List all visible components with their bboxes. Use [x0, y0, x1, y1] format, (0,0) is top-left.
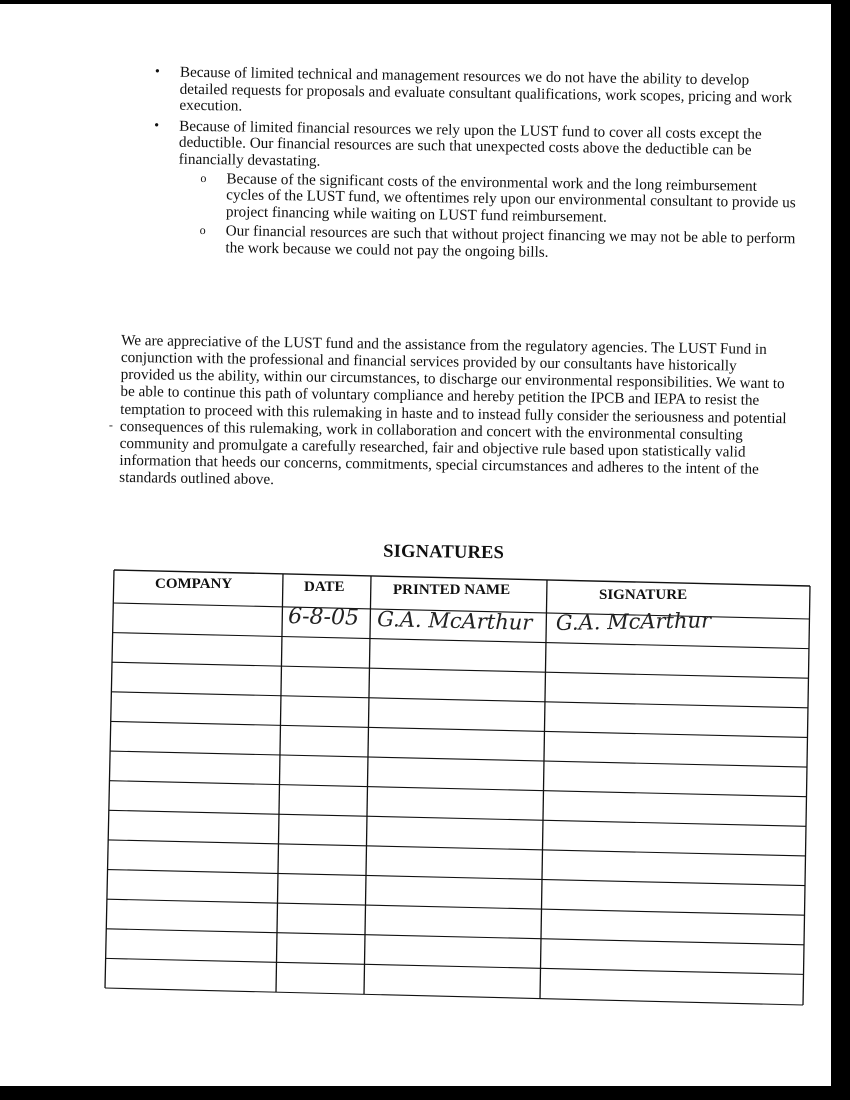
sub-bullet-text: Because of the significant costs of the environmental work and the long reimbursement cycles of the LUST fund, we oftentimes rely upon our environmental consultant to provide us project financing while waiting on LUST fund reimbursement.	[225, 169, 796, 226]
table-line	[105, 570, 114, 988]
signatures-heading: SIGNATURES	[383, 541, 505, 564]
bullet-icon: •	[154, 118, 160, 134]
header-company: COMPANY	[155, 576, 233, 592]
table-line	[106, 929, 804, 945]
table-line	[109, 781, 806, 797]
table-line	[108, 840, 805, 856]
table-grid-lines	[105, 570, 810, 1005]
handwritten-signature: G.A. McArthur	[555, 608, 712, 635]
circle-bullet-icon: o	[199, 223, 206, 238]
table-line	[108, 870, 805, 886]
table-line	[109, 810, 806, 826]
table-line	[112, 662, 808, 678]
handwritten-printed-name: G.A. McArthur	[376, 607, 533, 635]
table-line	[106, 958, 804, 974]
bullet-text: Because of limited technical and management resources we do not have the ability to develop detailed requests for proposals and evaluate consultant qualifications, work scopes, pricing and work execution.	[179, 63, 793, 115]
sub-bullet-text: Our financial resources are such that without project financing we may not be able to perform the work because we could not pay the ongoing bills.	[225, 222, 796, 261]
closing-paragraph: We are appreciative of the LUST fund and the assistance from the regulatory agencies. The LUST Fund in conjunction with the professional and financial services provided by our consultants have historically provided us the ability, within our circumstances, to discharge our environmental responsibilities. We want to be able to continue this path of voluntary compliance and hereby petition the IPCB and IEPA to resist the temptation to proceed with this rulemaking in haste and to instead fully consider the seriousness and potential consequences of this rulemaking, work in collaboration and concert with the environmental consulting community and promulgate a carefully researched, fair and objective rule based upon statistically valid information that heeds our concerns, commitments, special circumstances and adheres to the intent of the standards outlined above.	[119, 332, 787, 488]
bullet-icon: •	[154, 64, 160, 80]
table-line	[111, 721, 808, 737]
table-line	[107, 899, 805, 915]
margin-mark: -	[108, 417, 114, 432]
bullet-text: Because of limited financial resources we rely upon the LUST fund to cover all costs except the deductible. Our financial resources are such that unexpected costs above the deductible can be financially devastating.	[178, 117, 762, 170]
table-line	[110, 751, 807, 767]
header-date: DATE	[304, 579, 345, 595]
table-line	[105, 988, 803, 1005]
handwritten-date: 6-8-05	[287, 604, 360, 631]
table-line	[111, 692, 808, 708]
header-signature: SIGNATURE	[599, 587, 688, 603]
circle-bullet-icon: o	[200, 170, 207, 185]
table-line	[113, 633, 809, 649]
header-printed-name: PRINTED NAME	[393, 582, 511, 598]
